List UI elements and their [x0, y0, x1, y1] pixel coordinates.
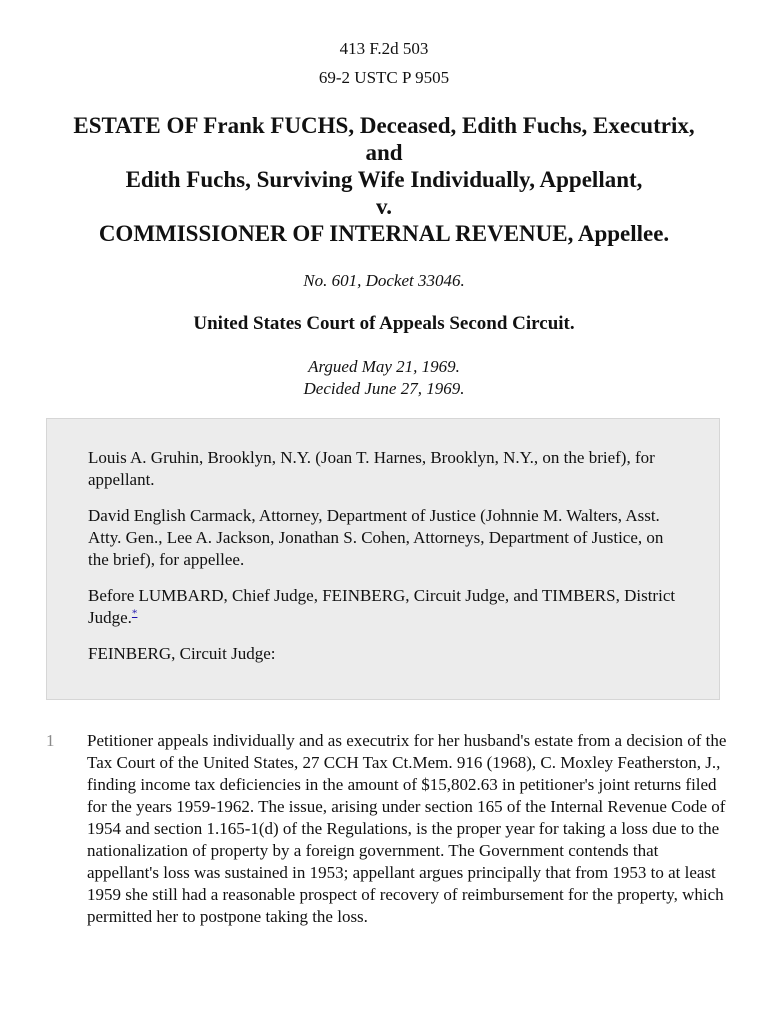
argued-date: Argued May 21, 1969.	[308, 357, 460, 376]
panel-judges-text: Before LUMBARD, Chief Judge, FEINBERG, Circuit Judge, and TIMBERS, District Judge.	[88, 586, 676, 627]
panel-judges	[88, 585, 679, 629]
case-caption	[0, 112, 768, 247]
citation-block	[0, 34, 768, 92]
court-name: United States Court of Appeals Second Circuit.	[193, 313, 575, 334]
counsel-panel	[46, 418, 720, 700]
caption-line-appellant-wife: Edith Fuchs, Surviving Wife Individually, Appellant,	[125, 167, 643, 192]
caption-line-appellee: COMMISSIONER OF INTERNAL REVENUE, Appellee.	[98, 221, 670, 246]
appellant-counsel: Louis A. Gruhin, Brooklyn, N.Y. (Joan T. Harnes, Brooklyn, N.Y., on the brief), for appellant.	[88, 448, 655, 489]
caption-line-appellant-estate: ESTATE OF Frank FUCHS, Deceased, Edith Fuchs, Executrix,	[73, 113, 695, 138]
tax-citation: 69-2 USTC P 9505	[318, 68, 450, 87]
caption-line-versus: v.	[376, 194, 392, 219]
decided-date: Decided June 27, 1969.	[303, 379, 465, 398]
opinion-author: FEINBERG, Circuit Judge:	[88, 644, 276, 663]
opinion-paragraph	[46, 730, 727, 928]
reporter-citation: 413 F.2d 503	[339, 39, 429, 58]
footnote-link[interactable]: *	[131, 607, 138, 620]
caption-line-and: and	[365, 140, 403, 165]
paragraph-number: 1	[46, 731, 55, 750]
appellee-counsel: David English Carmack, Attorney, Department of Justice (Johnnie M. Walters, Asst. Atty. Gen., Lee A. Jackson, Jonathan S. Cohen, Attorneys, Department of Justice, on the brief), for appellee.	[88, 506, 664, 569]
case-dates	[0, 356, 768, 400]
paragraph-text: Petitioner appeals individually and as executrix for her husband's estate from a decision of the Tax Court of the United States, 27 CCH Tax Ct.Mem. 916 (1968), C. Moxley Featherston, J., finding income tax deficiencies in the amount of $15,802.63 in petitioner's joint returns filed for the years 1959-1962. The issue, arising under section 165 of the Internal Revenue Code of 1954 and section 1.165-1(d) of the Regulations, is the proper year for taking a loss due to the nationalization of property by a foreign government. The Government contends that appellant's loss was sustained in 1953; appellant argues principally that from 1953 to at least 1959 she still had a reasonable prospect of recovery of reimbursement for the property, which permitted her to postpone taking the loss.	[87, 731, 727, 926]
docket-number: No. 601, Docket 33046.	[303, 271, 465, 290]
